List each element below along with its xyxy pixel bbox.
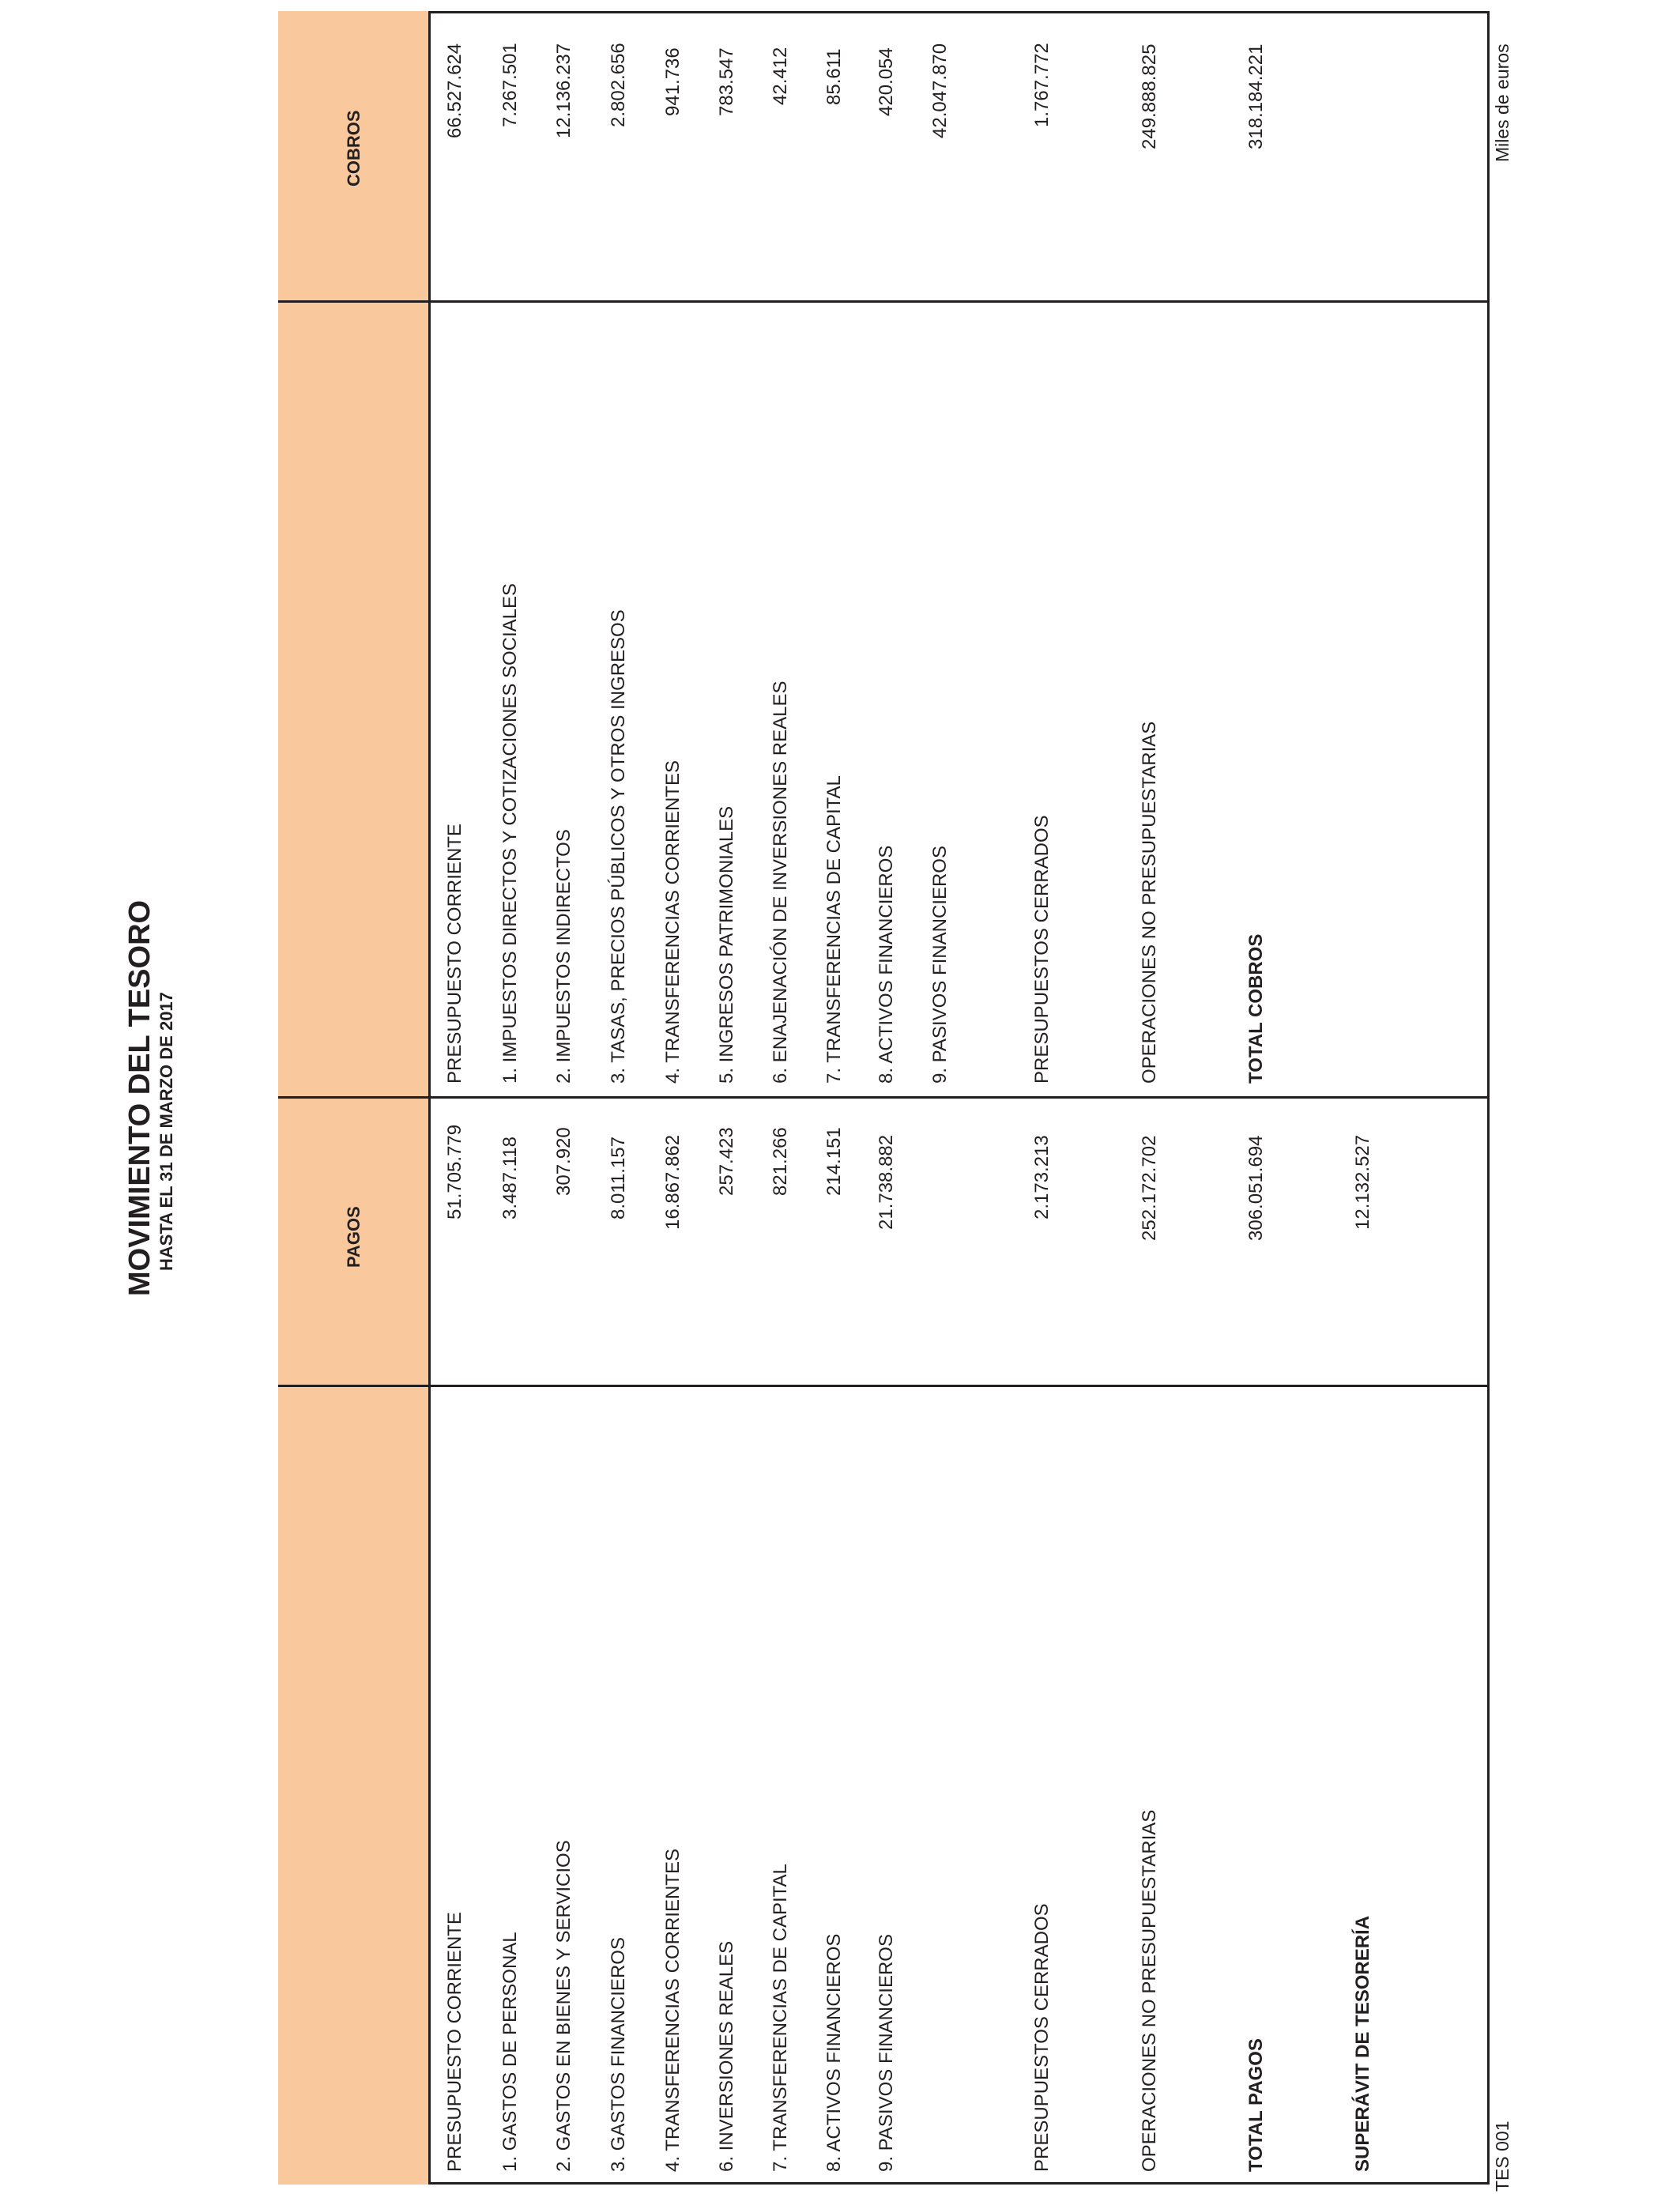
cobros-value: 1.767.772	[1031, 43, 1053, 127]
cobros-value: 249.888.825	[1139, 43, 1160, 149]
cobros-label: PRESUPUESTOS CERRADOS	[1031, 815, 1053, 1084]
cobros-value: 420.054	[876, 47, 897, 116]
cobros-label: 8. ACTIVOS FINANCIEROS	[876, 845, 897, 1084]
pagos-label: 9. PASIVOS FINANCIEROS	[876, 1934, 897, 2172]
units-note: Miles de euros	[1492, 43, 1512, 162]
pagos-value: 51.705.779	[444, 1124, 465, 1220]
cobros-label: 2. IMPUESTOS INDIRECTOS	[553, 829, 574, 1084]
pagos-label: 3. GASTOS FINANCIEROS	[608, 1937, 629, 2172]
cobros-total-value: 318.184.221	[1245, 43, 1267, 149]
pagos-value: 821.266	[770, 1127, 791, 1196]
pagos-total-value: 306.051.694	[1245, 1135, 1267, 1241]
cobros-value: 85.611	[823, 48, 845, 105]
cobros-label: 7. TRANSFERENCIAS DE CAPITAL	[823, 775, 845, 1084]
header-band-left	[278, 1386, 431, 2185]
superavit-label: SUPERÁVIT DE TESORERÍA	[1352, 1915, 1373, 2172]
cobros-header: COBROS	[344, 110, 363, 187]
cobros-value: 2.802.656	[608, 43, 629, 127]
cobros-label: OPERACIONES NO PRESUPUESTARIAS	[1139, 721, 1160, 1084]
doc-code: TES 001	[1492, 2120, 1512, 2192]
cobros-label: 5. INGRESOS PATRIMONIALES	[716, 805, 737, 1084]
superavit-value: 12.132.527	[1352, 1134, 1373, 1230]
pagos-value: 3.487.118	[499, 1137, 521, 1220]
pagos-label: OPERACIONES NO PRESUPUESTARIAS	[1139, 1809, 1160, 2172]
pagos-header: PAGOS	[344, 1206, 363, 1268]
cobros-value: 66.527.624	[444, 43, 465, 138]
divider	[278, 300, 1490, 303]
cobros-value: 12.136.237	[553, 43, 574, 138]
pagos-value: 21.738.882	[876, 1134, 897, 1230]
cobros-label: PRESUPUESTO CORRIENTE	[444, 824, 465, 1084]
page-title: MOVIMIENTO DEL TESORO	[123, 899, 156, 1296]
cobros-value: 7.267.501	[499, 43, 521, 127]
cobros-label: 1. IMPUESTOS DIRECTOS Y COTIZACIONES SOCIALES	[499, 582, 521, 1084]
cobros-value: 941.736	[662, 47, 684, 116]
pagos-value: 16.867.862	[662, 1134, 684, 1230]
pagos-label: PRESUPUESTO CORRIENTE	[444, 1912, 465, 2172]
pagos-value: 257.423	[716, 1127, 737, 1196]
pagos-label: 7. TRANSFERENCIAS DE CAPITAL	[770, 1864, 791, 2172]
cobros-label: 4. TRANSFERENCIAS CORRIENTES	[662, 760, 684, 1084]
cobros-label: 3. TASAS, PRECIOS PÚBLICOS Y OTROS INGRESOS	[608, 609, 629, 1084]
pagos-value: 252.172.702	[1139, 1135, 1160, 1241]
cobros-value: 42.047.870	[929, 43, 951, 138]
pagos-value: 214.151	[823, 1127, 845, 1196]
pagos-label: 6. INVERSIONES REALES	[716, 1940, 737, 2172]
divider	[278, 1385, 1490, 1387]
cobros-value: 783.547	[716, 47, 737, 116]
pagos-value: 8.011.157	[608, 1137, 629, 1220]
pagos-total-label: TOTAL PAGOS	[1245, 2038, 1267, 2172]
pagos-label: 4. TRANSFERENCIAS CORRIENTES	[662, 1849, 684, 2172]
pagos-label: 1. GASTOS DE PERSONAL	[499, 1932, 521, 2172]
pagos-label: PRESUPUESTOS CERRADOS	[1031, 1903, 1053, 2172]
pagos-value: 307.920	[553, 1127, 574, 1196]
divider	[278, 1096, 1490, 1099]
cobros-value: 42.412	[770, 47, 791, 105]
pagos-value: 2.173.213	[1031, 1135, 1053, 1220]
pagos-label: 2. GASTOS EN BIENES Y SERVICIOS	[553, 1840, 574, 2172]
cobros-label: 9. PASIVOS FINANCIEROS	[929, 846, 951, 1084]
pagos-label: 8. ACTIVOS FINANCIEROS	[823, 1933, 845, 2172]
page-subtitle: HASTA EL 31 DE MARZO DE 2017	[156, 992, 176, 1271]
header-band-middle	[278, 302, 431, 1098]
cobros-total-label: TOTAL COBROS	[1245, 933, 1267, 1084]
cobros-label: 6. ENAJENACIÓN DE INVERSIONES REALES	[770, 680, 791, 1084]
